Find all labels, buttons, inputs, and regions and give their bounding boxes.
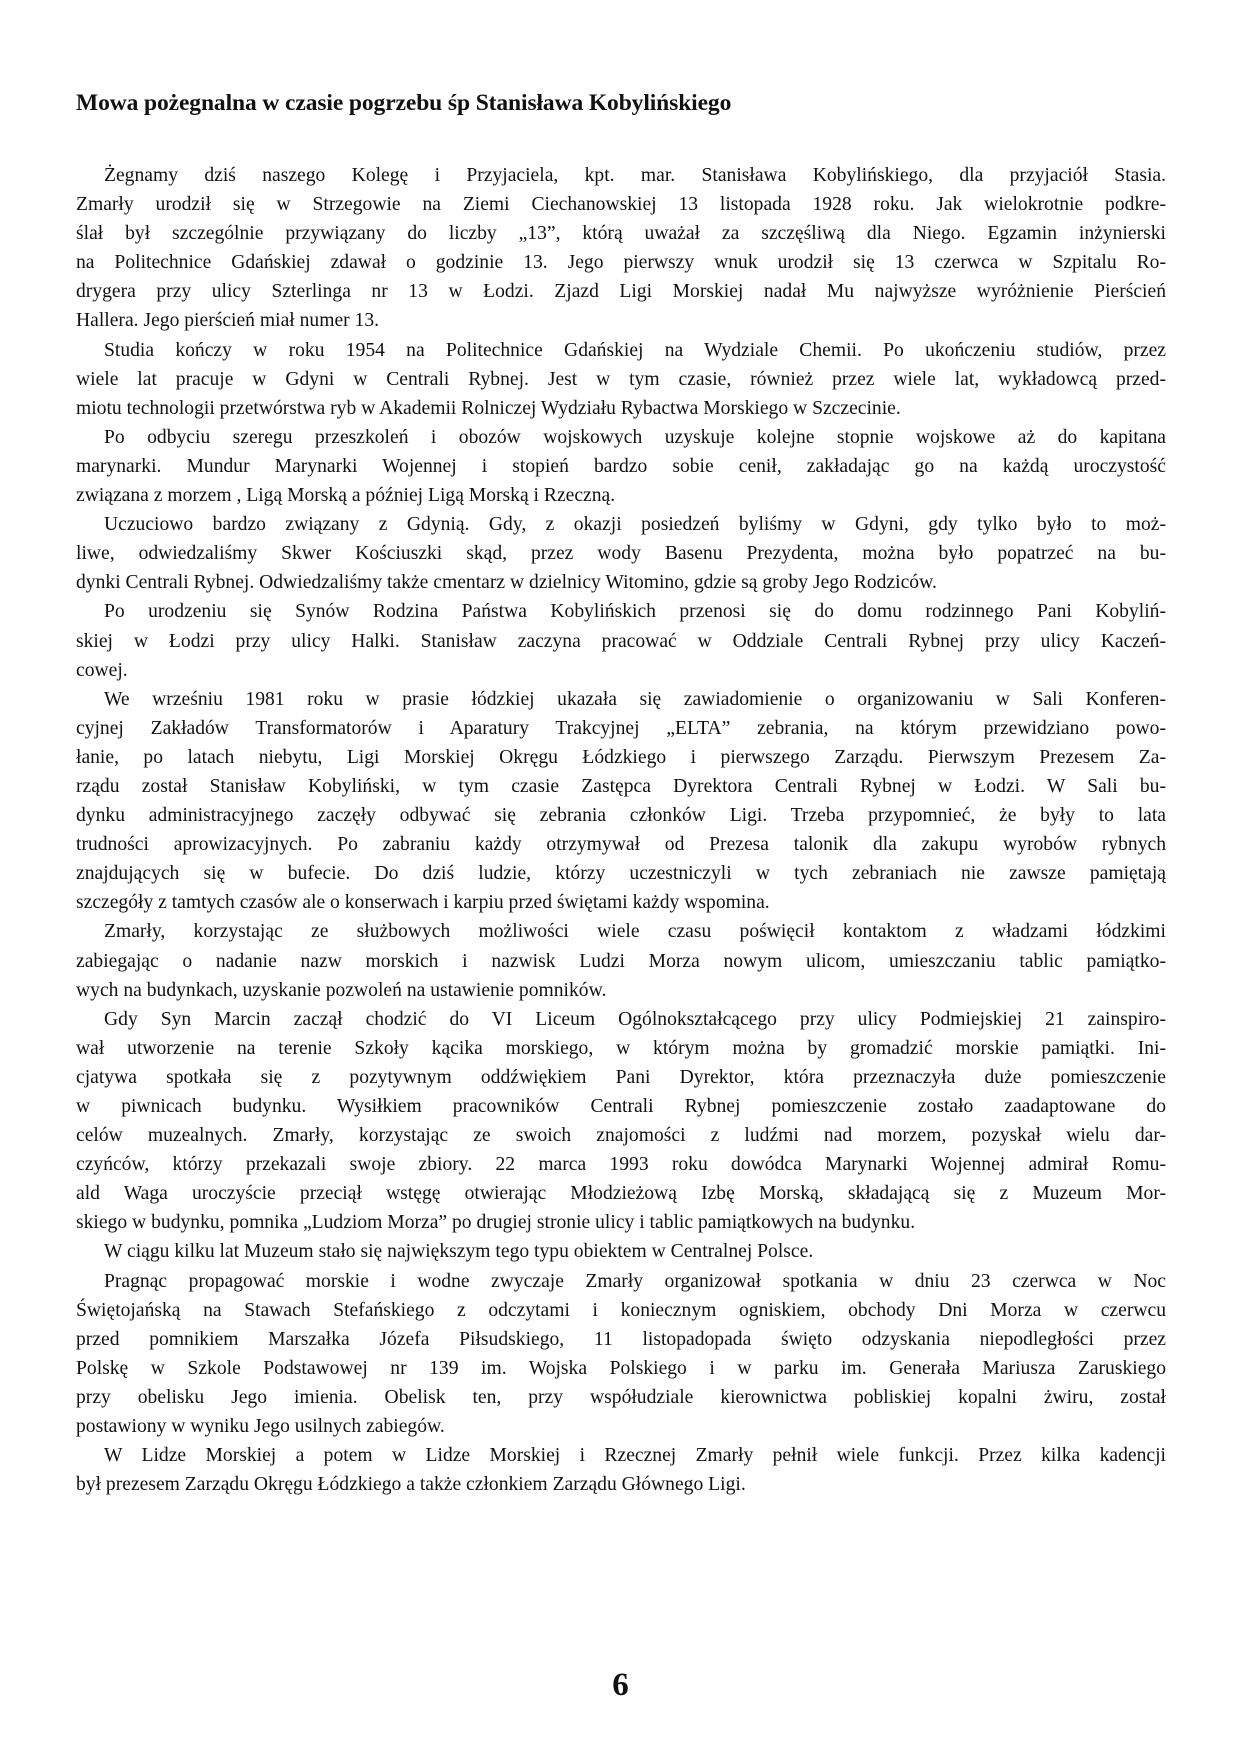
paragraph <box>76 336 1166 423</box>
text-line: przy obelisku Jego imienia. Obelisk ten, przy współudziale kierownictwa pobliskiej kopalni żwiru, został <box>76 1386 1166 1408</box>
text-line: cjatywa spotkała się z pozytywnym oddźwiękiem Pani Dyrektor, która przeznaczyła duże pomieszczenie <box>76 1066 1166 1088</box>
text-line: W Lidze Morskiej a potem w Lidze Morskiej i Rzecznej Zmarły pełnił wiele funkcji. Przez kilka kadencji <box>104 1445 1166 1467</box>
page-number: 6 <box>612 1667 629 1703</box>
text-line: Po urodzeniu się Synów Rodzina Państwa Kobylińskich przenosi się do domu rodzinnego Pani Kobyliń- <box>104 601 1166 623</box>
paragraph <box>76 1267 1166 1442</box>
text-line: wał utworzenie na terenie Szkoły kącika morskiego, w którym można by gromadzić morskie pamiątki. Ini- <box>76 1037 1166 1059</box>
paragraph <box>76 1441 1166 1499</box>
text-line: postawiony w wyniku Jego usilnych zabiegów. <box>76 1416 445 1438</box>
text-line: łanie, po latach niebytu, Ligi Morskiej Okręgu Łódzkiego i pierwszego Zarządu. Pierwszym Prezesem Za- <box>76 746 1166 768</box>
text-line: wych na budynkach, uzyskanie pozwoleń na ustawienie pomników. <box>76 979 607 1001</box>
paragraph <box>76 423 1166 510</box>
text-line: celów muzealnych. Zmarły, korzystając ze swoich znajomości z ludźmi nad morzem, pozyskał wielu dar- <box>76 1125 1166 1147</box>
text-line: liwe, odwiedzaliśmy Skwer Kościuszki skąd, przez wody Basenu Prezydenta, można było popatrzeć na bu- <box>76 543 1166 565</box>
paragraph <box>76 1237 1166 1266</box>
text-line: dynku administracyjnego zaczęły odbywać się zebrania członków Ligi. Trzeba przypomnieć, że były to lata <box>76 805 1166 827</box>
text-line: marynarki. Mundur Marynarki Wojennej i stopień bardzo sobie cenił, zakładając go na każdą uroczystość <box>76 455 1166 477</box>
paragraph <box>76 597 1166 684</box>
text-line: zabiegając o nadanie nazw morskich i nazwisk Ludzi Morza nowym ulicom, umieszczaniu tablic pamiątko- <box>76 950 1166 972</box>
text-line: Uczuciowo bardzo związany z Gdynią. Gdy, z okazji posiedzeń byliśmy w Gdyni, gdy tylko było to moż- <box>104 514 1166 536</box>
paragraph <box>76 161 1166 336</box>
paragraph <box>76 510 1166 597</box>
text-line: miotu technologii przetwórstwa ryb w Akademii Rolniczej Wydziału Rybactwa Morskiego w Szczecinie. <box>76 397 901 419</box>
text-line: ślał był szczególnie przywiązany do liczby „13”, którą uważał za szczęśliwą dla Niego. Egzamin inżynierski <box>76 223 1166 245</box>
text-line: Studia kończy w roku 1954 na Politechnice Gdańskiej na Wydziale Chemii. Po ukończeniu studiów, przez <box>104 339 1166 361</box>
text-line: wiele lat pracuje w Gdyni w Centrali Rybnej. Jest w tym czasie, również przez wiele lat, wykładowcą przed- <box>76 368 1166 390</box>
text-line: związana z morzem , Ligą Morską a później Ligą Morską i Rzeczną. <box>76 485 616 507</box>
text-line: cowej. <box>76 659 128 681</box>
text-line: Hallera. Jego pierścień miał numer 13. <box>76 310 380 332</box>
text-line: W ciągu kilku lat Muzeum stało się największym tego typu obiektem w Centralnej Polsce. <box>104 1241 814 1263</box>
text-line: Pragnąc propagować morskie i wodne zwyczaje Zmarły organizował spotkania w dniu 23 czerwca w Noc <box>104 1270 1166 1292</box>
text-line: Świętojańską na Stawach Stefańskiego z odczytami i koniecznym ogniskiem, obchody Dni Morza w czerwcu <box>76 1299 1166 1321</box>
text-line: znajdujących się w bufecie. Do dziś ludzie, którzy uczestniczyli w tych zebraniach nie zawsze pamiętają <box>76 863 1166 885</box>
text-line: Zmarły urodził się w Strzegowie na Ziemi Ciechanowskiej 13 listopada 1928 roku. Jak wielokrotnie podkre- <box>76 194 1166 216</box>
text-line: Żegnamy dziś naszego Kolegę i Przyjaciela, kpt. mar. Stanisława Kobylińskiego, dla przyjaciół Stasia. <box>104 165 1166 186</box>
text-line: czyńców, którzy przekazali swoje zbiory. 22 marca 1993 roku dowódca Marynarki Wojennej admirał Romu- <box>76 1154 1166 1176</box>
text-line: We wrześniu 1981 roku w prasie łódzkiej ukazała się zawiadomienie o organizowaniu w Sali Konferen- <box>104 688 1166 710</box>
paragraph <box>76 917 1166 1004</box>
text-line: przed pomnikiem Marszałka Józefa Piłsudskiego, 11 listopadopada święto odzyskania niepodległości przez <box>76 1328 1166 1350</box>
text-line: rządu został Stanisław Kobyliński, w tym czasie Zastępca Dyrektora Centrali Rybnej w Łodzi. W Sali bu- <box>76 775 1166 797</box>
document-title: Mowa pożegnalna w czasie pogrzebu śp Stanisława Kobylińskiego <box>76 90 732 116</box>
text-line: na Politechnice Gdańskiej zdawał o godzinie 13. Jego pierwszy wnuk urodził się 13 czerwca w Szpitalu Ro- <box>76 252 1166 274</box>
text-line: Zmarły, korzystając ze służbowych możliwości wiele czasu poświęcił kontaktom z władzami łódzkimi <box>104 921 1166 943</box>
text-line: ald Waga uroczyście przeciął wstęgę otwierając Młodzieżową Izbę Morską, składającą się z Muzeum Mor- <box>76 1183 1166 1205</box>
paragraph <box>76 1005 1166 1238</box>
paragraph <box>76 685 1166 918</box>
text-line: szczegóły z tamtych czasów ale o konserwach i karpiu przed świętami każdy wspomina. <box>76 892 770 914</box>
text-line: dynki Centrali Rybnej. Odwiedzaliśmy także cmentarz w dzielnicy Witomino, gdzie są groby Jego Rodziców. <box>76 572 937 594</box>
text-line: Gdy Syn Marcin zaczął chodzić do VI Liceum Ogólnokształcącego przy ulicy Podmiejskiej 21 zainspiro- <box>104 1008 1166 1030</box>
text-line: Po odbyciu szeregu przeszkoleń i obozów wojskowych uzyskuje kolejne stopnie wojskowe aż do kapitana <box>104 426 1166 448</box>
text-line: drygera przy ulicy Szterlinga nr 13 w Łodzi. Zjazd Ligi Morskiej nadał Mu najwyższe wyróżnienie Pierścień <box>76 281 1166 303</box>
document-body <box>76 161 1166 1499</box>
text-line: cyjnej Zakładów Transformatorów i Aparatury Trakcyjnej „ELTA” zebrania, na którym przewidziano powo- <box>76 717 1166 739</box>
text-line: Polskę w Szkole Podstawowej nr 139 im. Wojska Polskiego i w parku im. Generała Mariusza Zaruskiego <box>76 1357 1166 1379</box>
text-line: skiej w Łodzi przy ulicy Halki. Stanisław zaczyna pracować w Oddziale Centrali Rybnej przy ulicy Kaczeń- <box>76 630 1166 652</box>
text-line: trudności aprowizacyjnych. Po zabraniu każdy otrzymywał od Prezesa talonik dla zakupu wyrobów rybnych <box>76 834 1166 856</box>
text-line: w piwnicach budynku. Wysiłkiem pracowników Centrali Rybnej pomieszczenie zostało zaadaptowane do <box>76 1096 1166 1117</box>
text-line: był prezesem Zarządu Okręgu Łódzkiego a także członkiem Zarządu Głównego Ligi. <box>76 1474 746 1496</box>
text-line: skiego w budynku, pomnika „Ludziom Morza” po drugiej stronie ulicy i tablic pamiątkowych na budynku. <box>76 1212 916 1234</box>
